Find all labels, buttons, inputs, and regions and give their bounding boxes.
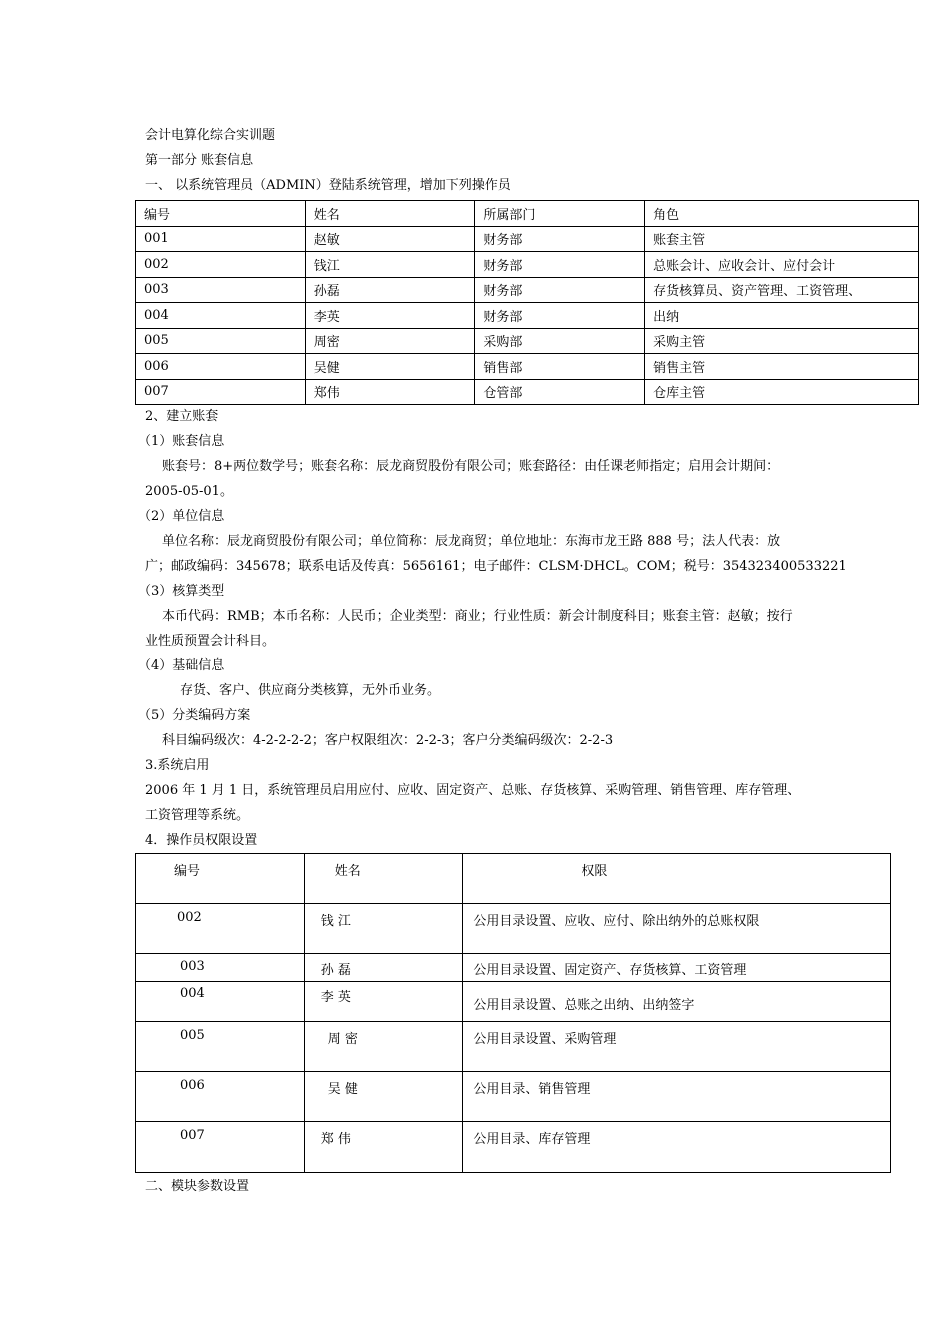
table-cell: 销售部: [475, 354, 645, 380]
header-cell: 角色: [645, 201, 919, 227]
table-cell: 公用目录设置、应收、应付、除出纳外的总账权限: [463, 904, 891, 954]
header-cell: 姓名: [304, 854, 463, 904]
subsection-heading: （5）分类编码方案: [138, 708, 251, 723]
header-cell: 编号: [136, 854, 305, 904]
table-cell: 005: [136, 1022, 305, 1072]
header-cell: 编号: [136, 201, 306, 227]
table-cell: 孙 磊: [304, 954, 463, 982]
section-two-heading: 2、建立账套: [145, 409, 219, 424]
table-cell: 公用目录设置、总账之出纳、出纳签字: [463, 982, 891, 1022]
table-cell: 仓管部: [475, 379, 645, 405]
table-cell: 财务部: [475, 226, 645, 252]
table-cell: 002: [136, 904, 305, 954]
table-cell: 004: [136, 982, 305, 1022]
table-cell: 005: [136, 328, 306, 354]
table-cell: 周 密: [304, 1022, 463, 1072]
operators-table: [135, 200, 919, 405]
table-cell: 钱江: [305, 252, 475, 278]
table-header-row: [136, 854, 891, 904]
table-row: [136, 1072, 891, 1122]
table-cell: 出纳: [645, 303, 919, 329]
table-row: [136, 277, 919, 303]
paragraph-line: 账套号：8+两位数学号；账套名称：辰龙商贸股份有限公司；账套路径：由任课老师指定；启用会计期间：: [162, 459, 780, 474]
subsection-heading: （3）核算类型: [138, 584, 225, 599]
table-cell: 公用目录、库存管理: [463, 1122, 891, 1173]
table-cell: 李英: [305, 303, 475, 329]
paragraph-line: 2005-05-01。: [145, 484, 233, 499]
table-cell: 存货核算员、资产管理、工资管理、: [645, 277, 919, 303]
table-cell: 采购主管: [645, 328, 919, 354]
table-cell: 003: [136, 954, 305, 982]
paragraph-line: 存货、客户、供应商分类核算，无外币业务。: [180, 683, 441, 698]
table-row: [136, 379, 919, 405]
table-cell: 公用目录设置、采购管理: [463, 1022, 891, 1072]
table-cell: 公用目录、销售管理: [463, 1072, 891, 1122]
paragraph-line: 业性质预置会计科目。: [145, 634, 276, 649]
table-row: [136, 1122, 891, 1173]
table-cell: 公用目录设置、固定资产、存货核算、工资管理: [463, 954, 891, 982]
table-row: [136, 982, 891, 1022]
table-cell: 郑 伟: [304, 1122, 463, 1173]
table-cell: 006: [136, 354, 306, 380]
table-cell: 孙磊: [305, 277, 475, 303]
part-two-heading: 二、模块参数设置: [145, 1179, 250, 1194]
subsection-heading: （4）基础信息: [138, 658, 225, 673]
table-row: [136, 1022, 891, 1072]
table-row: [136, 354, 919, 380]
table-cell: 郑伟: [305, 379, 475, 405]
table-cell: 财务部: [475, 277, 645, 303]
table-row: [136, 252, 919, 278]
table-cell: 李 英: [304, 982, 463, 1022]
table-cell: 周密: [305, 328, 475, 354]
table-cell: 总账会计、应收会计、应付会计: [645, 252, 919, 278]
table-cell: 001: [136, 226, 306, 252]
table-cell: 吴健: [305, 354, 475, 380]
paragraph-line: 工资管理等系统。: [145, 808, 250, 823]
permissions-table: [135, 853, 891, 1173]
paragraph-line: 本币代码：RMB；本币名称：人民币；企业类型：商业；行业性质：新会计制度科目；账套主管：赵敏；按行: [162, 609, 793, 624]
table-cell: 006: [136, 1072, 305, 1122]
table-cell: 钱 江: [304, 904, 463, 954]
table-cell: 007: [136, 1122, 305, 1173]
table-cell: 采购部: [475, 328, 645, 354]
part-one-heading: 第一部分 账套信息: [145, 153, 254, 168]
section-one-heading: 一、 以系统管理员（ADMIN）登陆系统管理，增加下列操作员: [145, 178, 511, 193]
document-title: 会计电算化综合实训题: [145, 128, 276, 143]
table-row: [136, 303, 919, 329]
header-cell: 权限: [463, 854, 891, 904]
header-cell: 姓名: [305, 201, 475, 227]
section-three-heading: 3.系统启用: [145, 758, 210, 773]
table-row: [136, 226, 919, 252]
table-cell: 账套主管: [645, 226, 919, 252]
table-cell: 吴 健: [304, 1072, 463, 1122]
paragraph-line: 科目编码级次：4-2-2-2-2；客户权限组次：2-2-3；客户分类编码级次：2-2-3: [162, 733, 614, 748]
header-cell: 所属部门: [475, 201, 645, 227]
table-cell: 002: [136, 252, 306, 278]
table-cell: 仓库主管: [645, 379, 919, 405]
table-row: [136, 954, 891, 982]
table-header-row: [136, 201, 919, 227]
table-cell: 赵敏: [305, 226, 475, 252]
table-cell: 004: [136, 303, 306, 329]
subsection-heading: （1）账套信息: [138, 434, 225, 449]
paragraph-line: 广；邮政编码：345678；联系电话及传真：5656161；电子邮件：CLSM·DHCL。COM；税号：354323400533221: [145, 559, 847, 574]
table-cell: 销售主管: [645, 354, 919, 380]
table-row: [136, 904, 891, 954]
paragraph-line: 单位名称：辰龙商贸股份有限公司；单位简称：辰龙商贸；单位地址：东海市龙王路 888 号；法人代表：放: [162, 534, 781, 549]
table-cell: 财务部: [475, 303, 645, 329]
table-row: [136, 328, 919, 354]
subsection-heading: （2）单位信息: [138, 509, 225, 524]
paragraph-line: 2006 年 1 月 1 日，系统管理员启用应付、应收、固定资产、总账、存货核算、采购管理、销售管理、库存管理、: [145, 783, 801, 798]
table-cell: 财务部: [475, 252, 645, 278]
section-four-heading: 4．操作员权限设置: [145, 833, 258, 848]
table-cell: 007: [136, 379, 306, 405]
table-cell: 003: [136, 277, 306, 303]
